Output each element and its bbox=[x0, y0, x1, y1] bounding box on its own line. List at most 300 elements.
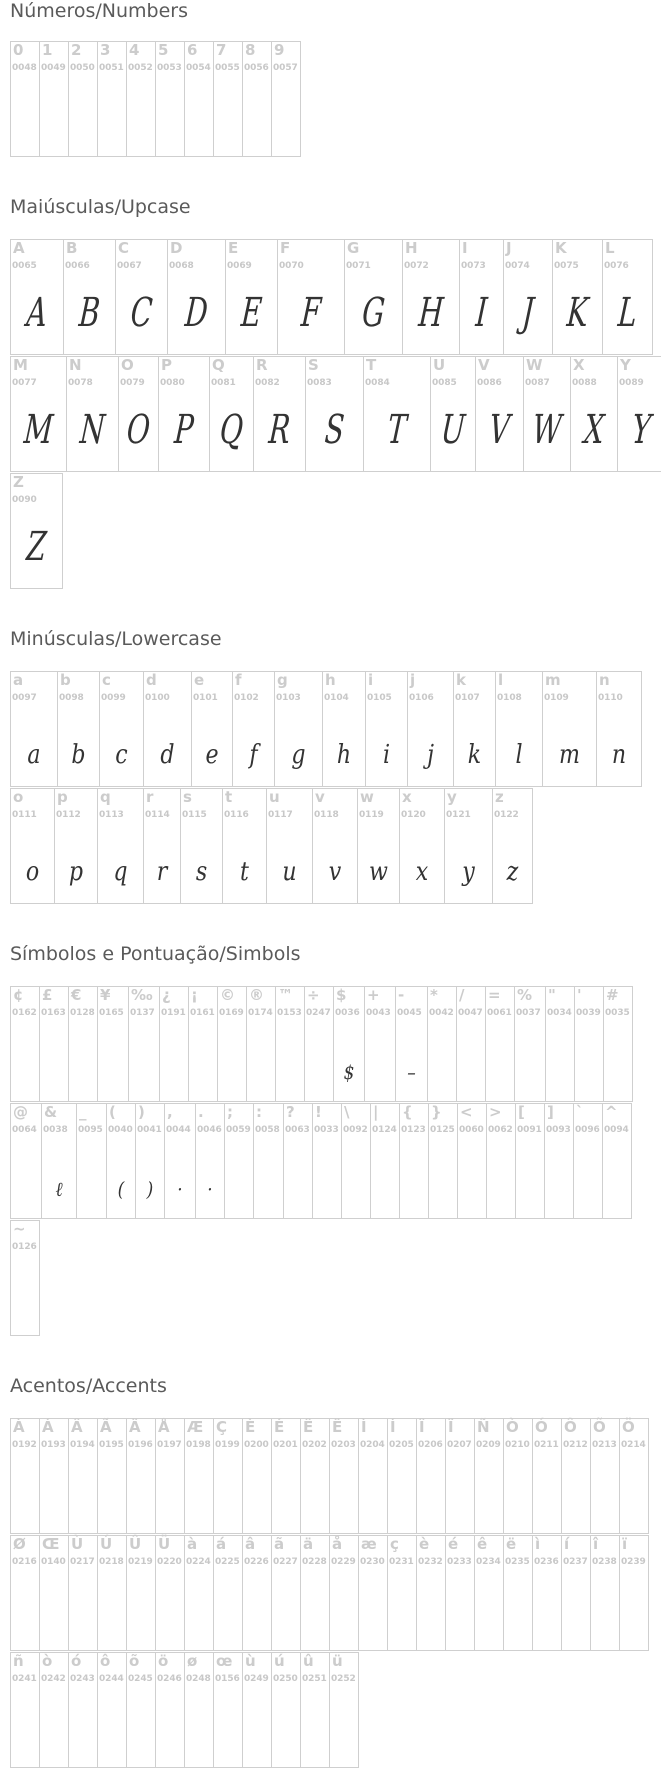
glyph-cell bbox=[188, 986, 218, 1102]
char-code: 0193 bbox=[41, 1440, 66, 1450]
char-label: ( bbox=[109, 1103, 116, 1121]
char-code: 0080 bbox=[160, 378, 185, 388]
char-label: Ç bbox=[216, 1418, 228, 1436]
glyph-cell bbox=[444, 788, 493, 904]
char-label: i bbox=[368, 671, 374, 689]
glyph-cell bbox=[430, 356, 476, 472]
char-label: Ò bbox=[506, 1418, 519, 1436]
char-code: 0241 bbox=[12, 1674, 37, 1684]
glyph-cell bbox=[271, 1535, 301, 1651]
char-code: 0217 bbox=[70, 1557, 95, 1567]
char-code: 0213 bbox=[592, 1440, 617, 1450]
glyph-cell bbox=[474, 1418, 504, 1534]
section-title: Números/Numbers bbox=[10, 0, 188, 22]
glyph-preview: x bbox=[415, 857, 429, 887]
char-code: 0048 bbox=[12, 63, 37, 73]
char-label: õ bbox=[129, 1652, 140, 1670]
char-label: m bbox=[545, 671, 561, 689]
char-code: 0209 bbox=[476, 1440, 501, 1450]
char-label: M bbox=[13, 356, 28, 374]
glyph-cell bbox=[570, 356, 618, 472]
char-code: 0063 bbox=[285, 1125, 310, 1135]
char-label: Ë bbox=[332, 1418, 343, 1436]
char-label: # bbox=[606, 986, 619, 1004]
char-label: ø bbox=[187, 1652, 198, 1670]
char-label: Ì bbox=[361, 1418, 367, 1436]
char-code: 0211 bbox=[534, 1440, 559, 1450]
char-label: û bbox=[303, 1652, 314, 1670]
char-label: ä bbox=[303, 1535, 314, 1553]
glyph-cell bbox=[603, 986, 633, 1102]
char-label: î bbox=[593, 1535, 599, 1553]
glyph-cell bbox=[167, 239, 226, 355]
char-code: 0247 bbox=[306, 1008, 331, 1018]
glyph-preview: l bbox=[515, 740, 523, 770]
char-label: 9 bbox=[274, 41, 285, 59]
char-label: V bbox=[478, 356, 490, 374]
char-code: 0049 bbox=[41, 63, 66, 73]
glyph-preview: v bbox=[328, 857, 342, 887]
char-code: 0090 bbox=[12, 495, 37, 505]
char-code: 0140 bbox=[41, 1557, 66, 1567]
char-code: 0242 bbox=[41, 1674, 66, 1684]
char-label: : bbox=[256, 1103, 262, 1121]
glyph-cell bbox=[10, 41, 40, 157]
glyph-cell bbox=[225, 239, 278, 355]
char-label: A bbox=[13, 239, 25, 257]
char-label: ï bbox=[622, 1535, 628, 1553]
glyph-cell bbox=[503, 1418, 533, 1534]
char-code: 0060 bbox=[459, 1125, 484, 1135]
glyph-preview: A bbox=[25, 290, 49, 336]
char-code: 0210 bbox=[505, 1440, 530, 1450]
glyph-preview: R bbox=[267, 407, 292, 453]
char-label: % bbox=[517, 986, 533, 1004]
char-code: 0126 bbox=[12, 1242, 37, 1252]
glyph-cell bbox=[10, 356, 67, 472]
char-code: 0043 bbox=[366, 1008, 391, 1018]
char-label: 8 bbox=[245, 41, 256, 59]
glyph-cell bbox=[57, 671, 100, 787]
char-code: 0075 bbox=[554, 261, 579, 271]
glyph-cell bbox=[41, 1103, 77, 1219]
char-code: 0226 bbox=[244, 1557, 269, 1567]
glyph-cell bbox=[459, 239, 504, 355]
glyph-cell bbox=[552, 239, 603, 355]
char-label: R bbox=[256, 356, 268, 374]
char-code: 0102 bbox=[234, 693, 259, 703]
char-code: 0249 bbox=[244, 1674, 269, 1684]
char-label: f bbox=[235, 671, 242, 689]
char-code: 0094 bbox=[604, 1125, 629, 1135]
glyph-cell bbox=[66, 356, 119, 472]
char-code: 0206 bbox=[418, 1440, 443, 1450]
glyph-row bbox=[10, 986, 633, 1103]
glyph-cell bbox=[217, 986, 247, 1102]
char-code: 0095 bbox=[78, 1125, 103, 1135]
char-label: O bbox=[121, 356, 134, 374]
char-code: 0198 bbox=[186, 1440, 211, 1450]
char-label: 5 bbox=[158, 41, 169, 59]
char-code: 0153 bbox=[277, 1008, 302, 1018]
char-label: ¡ bbox=[191, 986, 198, 1004]
char-label: ú bbox=[274, 1652, 285, 1670]
char-code: 0195 bbox=[99, 1440, 124, 1450]
char-code: 0103 bbox=[276, 693, 301, 703]
char-code: 0114 bbox=[145, 810, 170, 820]
char-code: 0069 bbox=[227, 261, 252, 271]
glyph-cell bbox=[99, 671, 144, 787]
glyph-cell bbox=[358, 1418, 388, 1534]
glyph-cell bbox=[213, 1535, 243, 1651]
glyph-cell bbox=[312, 788, 358, 904]
char-label: å bbox=[332, 1535, 343, 1553]
glyph-cell bbox=[427, 986, 457, 1102]
char-code: 0239 bbox=[621, 1557, 646, 1567]
glyph-cell bbox=[97, 41, 127, 157]
char-code: 0162 bbox=[12, 1008, 37, 1018]
glyph-cell bbox=[596, 671, 642, 787]
char-label: * bbox=[430, 986, 438, 1004]
glyph-preview: V bbox=[487, 407, 512, 453]
glyph-preview: p bbox=[68, 857, 84, 887]
glyph-preview: M bbox=[22, 407, 55, 453]
char-code: 0229 bbox=[331, 1557, 356, 1567]
char-code: 0238 bbox=[592, 1557, 617, 1567]
char-label: 2 bbox=[71, 41, 82, 59]
glyph-cell bbox=[602, 239, 653, 355]
glyph-cell bbox=[475, 356, 524, 472]
char-code: 0054 bbox=[186, 63, 211, 73]
char-code: 0097 bbox=[12, 693, 37, 703]
char-code: 0234 bbox=[476, 1557, 501, 1567]
glyph-preview: z bbox=[506, 857, 519, 887]
glyph-cell bbox=[457, 1103, 487, 1219]
glyph-cell bbox=[495, 671, 543, 787]
glyph-cell bbox=[68, 1418, 98, 1534]
char-label: à bbox=[187, 1535, 198, 1553]
glyph-cell bbox=[184, 1652, 214, 1768]
char-label: a bbox=[13, 671, 24, 689]
char-label: / bbox=[459, 986, 465, 1004]
glyph-cell bbox=[344, 239, 403, 355]
char-code: 0128 bbox=[70, 1008, 95, 1018]
char-label: € bbox=[71, 986, 82, 1004]
glyph-row bbox=[10, 1652, 359, 1769]
char-code: 0052 bbox=[128, 63, 153, 73]
glyph-cell bbox=[271, 1418, 301, 1534]
char-code: 0123 bbox=[401, 1125, 426, 1135]
glyph-cell bbox=[10, 788, 55, 904]
glyph-cell bbox=[574, 986, 604, 1102]
char-code: 0174 bbox=[248, 1008, 273, 1018]
char-code: 0034 bbox=[547, 1008, 572, 1018]
char-code: 0074 bbox=[505, 261, 530, 271]
char-label: Ó bbox=[535, 1418, 548, 1436]
char-label: B bbox=[66, 239, 78, 257]
glyph-cell bbox=[39, 41, 69, 157]
char-label: | bbox=[373, 1103, 379, 1121]
char-code: 0036 bbox=[335, 1008, 360, 1018]
char-label: ™ bbox=[278, 986, 293, 1004]
glyph-cell bbox=[184, 41, 214, 157]
char-label: " bbox=[548, 986, 556, 1004]
char-label: D bbox=[170, 239, 183, 257]
glyph-preview: r bbox=[156, 857, 168, 887]
char-code: 0200 bbox=[244, 1440, 269, 1450]
glyph-preview: · bbox=[177, 1177, 183, 1201]
glyph-cell bbox=[312, 1103, 342, 1219]
char-label: o bbox=[13, 788, 24, 806]
glyph-preview: D bbox=[183, 290, 210, 336]
char-code: 0122 bbox=[494, 810, 519, 820]
char-label: b bbox=[60, 671, 71, 689]
char-label: © bbox=[220, 986, 235, 1004]
char-label: z bbox=[495, 788, 504, 806]
glyph-preview: a bbox=[27, 740, 41, 770]
char-code: 0091 bbox=[517, 1125, 542, 1135]
glyph-cell bbox=[128, 986, 160, 1102]
glyph-row bbox=[10, 788, 533, 905]
char-code: 0165 bbox=[99, 1008, 124, 1018]
char-label: Ï bbox=[448, 1418, 454, 1436]
glyph-cell bbox=[545, 986, 575, 1102]
glyph-cell bbox=[10, 1535, 40, 1651]
char-label: Ê bbox=[303, 1418, 314, 1436]
char-code: 0099 bbox=[101, 693, 126, 703]
char-label: c bbox=[102, 671, 111, 689]
glyph-preview: U bbox=[439, 407, 467, 453]
char-label: E bbox=[228, 239, 239, 257]
glyph-cell bbox=[304, 986, 334, 1102]
glyph-cell bbox=[232, 671, 275, 787]
char-code: 0082 bbox=[255, 378, 280, 388]
char-code: 0137 bbox=[130, 1008, 155, 1018]
glyph-cell bbox=[39, 986, 69, 1102]
glyph-cell bbox=[155, 41, 185, 157]
char-code: 0118 bbox=[314, 810, 339, 820]
char-code: 0232 bbox=[418, 1557, 443, 1567]
glyph-preview: Y bbox=[630, 407, 653, 453]
glyph-cell bbox=[561, 1418, 591, 1534]
glyph-cell bbox=[445, 1418, 475, 1534]
char-label: Ø bbox=[13, 1535, 26, 1553]
char-code: 0197 bbox=[157, 1440, 182, 1450]
char-code: 0199 bbox=[215, 1440, 240, 1450]
char-code: 0101 bbox=[193, 693, 218, 703]
char-label: ó bbox=[71, 1652, 82, 1670]
char-code: 0227 bbox=[273, 1557, 298, 1567]
glyph-cell bbox=[300, 1535, 330, 1651]
glyph-cell bbox=[118, 356, 159, 472]
char-label: á bbox=[216, 1535, 227, 1553]
char-code: 0088 bbox=[572, 378, 597, 388]
glyph-cell bbox=[358, 1535, 388, 1651]
glyph-cell bbox=[590, 1418, 620, 1534]
char-code: 0243 bbox=[70, 1674, 95, 1684]
glyph-cell bbox=[126, 41, 156, 157]
char-label: ò bbox=[42, 1652, 53, 1670]
glyph-preview: s bbox=[195, 857, 208, 887]
char-code: 0216 bbox=[12, 1557, 37, 1567]
char-code: 0068 bbox=[169, 261, 194, 271]
char-label: ÷ bbox=[307, 986, 320, 1004]
char-code: 0231 bbox=[389, 1557, 414, 1567]
char-code: 0236 bbox=[534, 1557, 559, 1567]
char-code: 0096 bbox=[575, 1125, 600, 1135]
glyph-cell bbox=[213, 1418, 243, 1534]
char-code: 0250 bbox=[273, 1674, 298, 1684]
char-code: 0073 bbox=[461, 261, 486, 271]
glyph-cell bbox=[10, 239, 64, 355]
char-label: ¥ bbox=[100, 986, 111, 1004]
glyph-row bbox=[10, 1103, 632, 1220]
char-code: 0196 bbox=[128, 1440, 153, 1450]
char-code: 0067 bbox=[117, 261, 142, 271]
glyph-cell bbox=[453, 671, 496, 787]
glyph-cell bbox=[363, 356, 431, 472]
char-code: 0084 bbox=[365, 378, 390, 388]
char-code: 0228 bbox=[302, 1557, 327, 1567]
char-code: 0205 bbox=[389, 1440, 414, 1450]
glyph-cell bbox=[619, 1535, 649, 1651]
char-label: U bbox=[433, 356, 446, 374]
char-label: > bbox=[489, 1103, 502, 1121]
char-code: 0202 bbox=[302, 1440, 327, 1450]
char-label: æ bbox=[361, 1535, 377, 1553]
char-label: y bbox=[447, 788, 457, 806]
glyph-cell bbox=[416, 1535, 446, 1651]
glyph-cell bbox=[10, 1103, 42, 1219]
char-label: Û bbox=[129, 1535, 142, 1553]
char-code: 0085 bbox=[432, 378, 457, 388]
char-code: 0120 bbox=[401, 810, 426, 820]
char-label: Ú bbox=[100, 1535, 113, 1553]
glyph-cell bbox=[68, 1535, 98, 1651]
char-label: X bbox=[573, 356, 585, 374]
char-code: 0110 bbox=[598, 693, 623, 703]
char-label: p bbox=[57, 788, 68, 806]
glyph-preview: N bbox=[78, 407, 107, 453]
char-label: Î bbox=[419, 1418, 425, 1436]
char-label: ~ bbox=[13, 1220, 26, 1238]
glyph-preview: H bbox=[417, 290, 445, 336]
glyph-preview: w bbox=[369, 857, 388, 887]
char-label: [ bbox=[518, 1103, 525, 1121]
glyph-row bbox=[10, 239, 653, 356]
char-code: 0089 bbox=[619, 378, 644, 388]
glyph-preview: ) bbox=[146, 1177, 154, 1201]
glyph-preview: g bbox=[291, 740, 306, 770]
char-label: Ü bbox=[158, 1535, 171, 1553]
glyph-row bbox=[10, 473, 63, 590]
char-code: 0087 bbox=[525, 378, 550, 388]
char-code: 0040 bbox=[108, 1125, 133, 1135]
glyph-cell bbox=[357, 788, 400, 904]
glyph-cell bbox=[10, 671, 58, 787]
glyph-cell bbox=[97, 1418, 127, 1534]
section-title: Maiúsculas/Upcase bbox=[10, 196, 191, 218]
char-label: É bbox=[274, 1418, 285, 1436]
glyph-cell bbox=[399, 788, 445, 904]
char-code: 0065 bbox=[12, 261, 37, 271]
glyph-cell bbox=[224, 1103, 254, 1219]
glyph-preview: q bbox=[113, 857, 128, 887]
char-label: H bbox=[405, 239, 418, 257]
char-label: w bbox=[360, 788, 374, 806]
char-code: 0124 bbox=[372, 1125, 397, 1135]
char-label: W bbox=[526, 356, 543, 374]
char-label: 7 bbox=[216, 41, 227, 59]
char-code: 0098 bbox=[59, 693, 84, 703]
char-label: ë bbox=[506, 1535, 517, 1553]
char-label: Â bbox=[71, 1418, 83, 1436]
glyph-cell bbox=[242, 1652, 272, 1768]
glyph-cell bbox=[135, 1103, 165, 1219]
char-label: ù bbox=[245, 1652, 256, 1670]
glyph-preview: S bbox=[323, 407, 346, 453]
glyph-cell bbox=[10, 1220, 40, 1336]
glyph-preview: y bbox=[462, 857, 475, 887]
glyph-cell bbox=[532, 1418, 562, 1534]
glyph-cell bbox=[370, 1103, 400, 1219]
glyph-cell bbox=[492, 788, 533, 904]
char-code: 0119 bbox=[359, 810, 384, 820]
char-code: 0061 bbox=[487, 1008, 512, 1018]
char-label: r bbox=[146, 788, 154, 806]
char-code: 0042 bbox=[429, 1008, 454, 1018]
glyph-cell bbox=[180, 788, 223, 904]
char-code: 0108 bbox=[497, 693, 522, 703]
char-code: 0072 bbox=[404, 261, 429, 271]
char-label: v bbox=[315, 788, 325, 806]
char-code: 0117 bbox=[268, 810, 293, 820]
char-label: < bbox=[460, 1103, 473, 1121]
glyph-cell bbox=[271, 41, 301, 157]
char-label: Ö bbox=[622, 1418, 635, 1436]
char-label: Z bbox=[13, 473, 24, 491]
glyph-preview: Z bbox=[25, 524, 48, 570]
glyph-cell bbox=[395, 986, 428, 1102]
char-code: 0116 bbox=[224, 810, 249, 820]
glyph-cell bbox=[143, 788, 181, 904]
char-label: l bbox=[498, 671, 504, 689]
glyph-cell bbox=[274, 671, 323, 787]
char-code: 0100 bbox=[145, 693, 170, 703]
glyph-cell bbox=[542, 671, 597, 787]
char-code: 0109 bbox=[544, 693, 569, 703]
char-code: 0039 bbox=[576, 1008, 601, 1018]
char-label: 6 bbox=[187, 41, 198, 59]
char-code: 0059 bbox=[226, 1125, 251, 1135]
glyph-preview: – bbox=[407, 1060, 416, 1084]
char-code: 0112 bbox=[56, 810, 81, 820]
glyph-cell bbox=[97, 1535, 127, 1651]
char-code: 0092 bbox=[343, 1125, 368, 1135]
glyph-preview: K bbox=[565, 290, 590, 336]
glyph-preview: c bbox=[115, 740, 128, 770]
char-label: Œ bbox=[42, 1535, 60, 1553]
char-label: Ù bbox=[71, 1535, 84, 1553]
char-label: x bbox=[402, 788, 412, 806]
char-label: I bbox=[462, 239, 468, 257]
glyph-preview: P bbox=[172, 407, 196, 453]
glyph-cell bbox=[514, 986, 546, 1102]
glyph-cell bbox=[271, 1652, 301, 1768]
char-code: 0161 bbox=[190, 1008, 215, 1018]
glyph-cell bbox=[76, 1103, 107, 1219]
glyph-cell bbox=[523, 356, 571, 472]
